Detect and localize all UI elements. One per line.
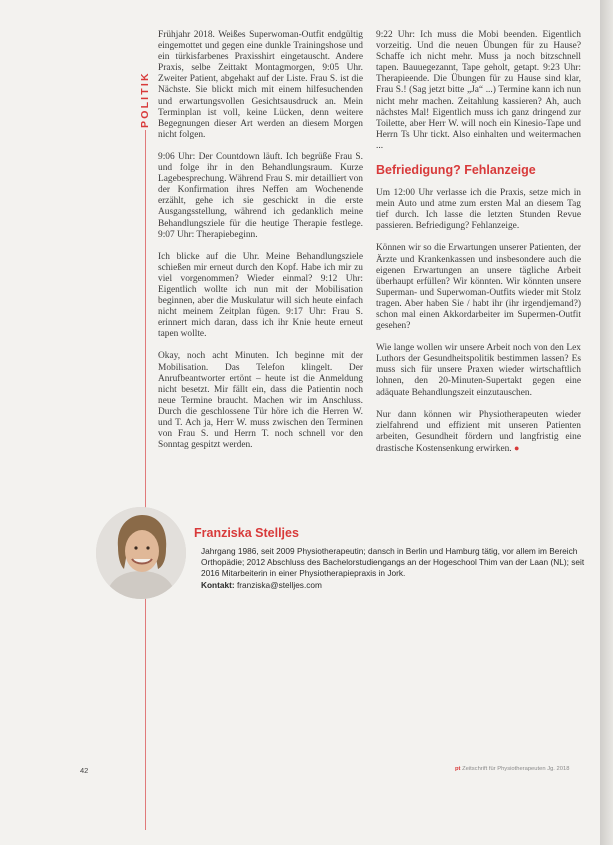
paragraph: Ich blicke auf die Uhr. Meine Behandlungsziele schießen mir erneut durch den Kopf. Habe ich mir zu viel vorgenommen? Wieder einmal? 9:12 Uhr: Eigentlich wollte ich nun mit der Mobilisation beginnen, aber die Muskulatur will sich heute einfach nicht meinem Zeitplan fügen. 9:17 Uhr: Frau S. erinnert mich daran, dass ich ihr Knie heute erneut tapen wollte.	[158, 251, 363, 340]
paragraph-text: Nur dann können wir Physiotherapeuten wieder zielfahrend und effizient mit unseren Patienten arbeiten, Gesundheit fördern und langfristig eine drastische Kostensenkung erwirken.	[376, 409, 581, 454]
paragraph: 9:22 Uhr: Ich muss die Mobi beenden. Eigentlich vorzeitig. Und die neuen Übungen für zu Hause? Schaffe ich nicht mehr. Muss ja noch bitzschnell tapen. Bauuegezannt, Tape geholt, getapt. 9:23 Uhr: Therapieende. Die Übungen für zu Hause sind klar, Frau S.! (Sag jetzt bitte „Ja“ ...) Termine kann ich nun nicht mehr machen. Zeitahlung kassieren? Ah, auch nächstes Mal! Eigentlich muss ich ganz dringend zur Toilette, aber Herr W. will noch ein Kinesio-Tape und Herrn Ts Uhr tickt. Also einhalten und weitermachen ...	[376, 30, 581, 151]
author-photo	[96, 507, 186, 599]
paragraph: 9:06 Uhr: Der Countdown läuft. Ich begrüße Frau S. und folge ihr in den Behandlungsraum. Kurze Lagebesprechung. Während Frau S. mir detailliert von der Konfirmation ihres Neffen am Wochenende erzählt, gehe ich sie geschickt in die erste Ausgangsstellung, während ich gedanklich meine Behandlungsziele für die heutige Therapie festlege. 9:07 Uhr: Therapiebeginn.	[158, 151, 363, 240]
page-number: 42	[80, 766, 89, 775]
author-portrait-icon	[96, 507, 186, 599]
paragraph: Frühjahr 2018. Weißes Superwoman-Outfit endgültig eingemottet und gegen eine dunkle Trainingshose und ein türkisfarbenes Praxisshirt eingetauscht. Andere Praxis, selbe Zeittakt Montagmorgen, 9:05 Uhr. Zweiter Patient, abgehakt auf der Liste. Frau S. ist die Nächste. Sie blickt mich mit einem hilfesuchenden und erwartungsvollen Gesichtsausdruck an. Mein Terminplan ist voll, keine Lücken, denn weitere Begegnungen dieser Art werden an diesem Morgen nicht folgen.	[158, 30, 363, 140]
author-name: Franziska Stelljes	[194, 526, 299, 540]
author-bio-text: Jahrgang 1986, seit 2009 Physiotherapeutin; dansch in Berlin und Hamburg tätig, vor allem im Bereich Orthopädie; 2012 Abschluss des Bachelorstudiengangs an der Hogeschool Thim van der Laan (NL); seit 2016 Mitarbeiterin in einer Physiotherapiepraxis in Jork.	[201, 546, 585, 579]
magazine-issue: Jg. 2018	[547, 766, 570, 772]
magazine-name: Zeitschrift für Physiotherapeuten	[462, 766, 546, 772]
end-mark-icon: ●	[513, 442, 520, 453]
section-label: POLITIK	[139, 71, 151, 128]
section-rule	[145, 130, 146, 830]
paragraph: Wie lange wollen wir unsere Arbeit noch von den Lex Luthors der Gesundheitspolitik bestimmen lassen? Es muss sich für unsere Praxen wieder wirtschaftlich lohnen, den 20-Minuten-Supertakt gegen eine adäquate Behandlungszeit einzutauschen.	[376, 343, 581, 398]
author-bio	[201, 546, 601, 591]
footer-magazine	[455, 766, 587, 772]
contact-label: Kontakt:	[201, 579, 235, 590]
paragraph: Um 12:00 Uhr verlasse ich die Praxis, setze mich in mein Auto und atme zum ersten Mal an diesem Tag tief durch. Ich lasse die letzten Stunden Revue passieren. Befriedigung? Fehlanzeige.	[376, 188, 581, 232]
paragraph: Können wir so die Erwartungen unserer Patienten, der Ärzte und Krankenkassen und insbesondere auch die eigenen Erwartungen an unsere tägliche Arbeit überhaupt erfüllen? Wir könnten. Wir könnten unsere Superman- und Superwoman-Outfits wieder mit Stolz tragen. Aber haben Sie / habt ihr (ihr irgendjemand?) schon mal einen Akkordarbeiter im Supermen-Outfit gesehen?	[376, 243, 581, 332]
magazine-prefix: pt	[455, 766, 461, 772]
paragraph-last	[376, 410, 581, 455]
contact-email[interactable]: franziska@stelljes.com	[236, 579, 322, 590]
section-heading: Befriedigung? Fehlanzeige	[376, 163, 536, 178]
article-right-column	[376, 30, 581, 466]
paragraph: Okay, noch acht Minuten. Ich beginne mit der Mobilisation. Das Telefon klingelt. Der Anrufbeantworter ertönt – heute ist die Anmeldung nicht besetzt. Mir fällt ein, dass die Patientin noch neue Termine braucht. Machen wir im Anschluss. Durch die geschlossene Tür höre ich die Herren W. und T. Ach ja, Herr W. muss zwischen den Terminen von Frau S. und Herrn T. noch schnell vor den Sonntag gespitzt werden.	[158, 351, 363, 451]
page-edge	[600, 0, 613, 845]
article-left-column	[158, 30, 363, 462]
author-box	[96, 507, 601, 607]
